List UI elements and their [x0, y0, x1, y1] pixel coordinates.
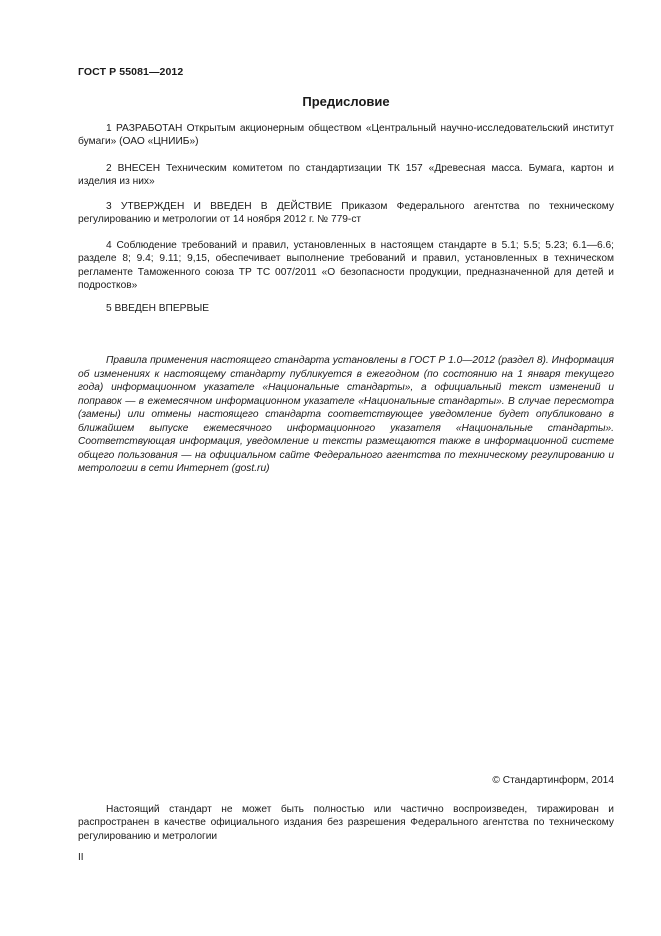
preface-item-5: 5 ВВЕДЕН ВПЕРВЫЕ — [106, 303, 210, 314]
application-rules-notice: Правила применения настоящего стандарта установлены в ГОСТ Р 1.0—2012 (раздел 8). Информация об изменениях к настоящему стандарту публикуется в ежегодном (по состоянию на 1 января текущего года) информационном указателе «Национальные стандарты», а официальный текст изменений и поправок — в ежемесячном информационном указателе «Национальные стандарты». В случае пересмотра (замены) или отмены настоящего стандарта соответствующее уведомление будет опубликовано в ближайшем выпуске ежемесячного информационного указателя «Национальные стандарты». Соответствующая информация, уведомление и тексты размещаются также в информационной системе общего пользования — на официальном сайте Федерального агентства по техническому регулированию и метрологии в сети Интернет (gost.ru) — [78, 355, 614, 474]
preface-item-3: 3 УТВЕРЖДЕН И ВВЕДЕН В ДЕЙСТВИЕ Приказом Федерального агентства по техническому регулированию и метрологии от 14 ноября 2012 г. № 779-ст — [78, 201, 614, 226]
copyright-line: © Стандартинформ, 2014 — [492, 775, 614, 786]
reproduction-notice: Настоящий стандарт не может быть полностью или частично воспроизведен, тиражирован и распространен в качестве официального издания без разрешения Федерального агентства по техническому регулированию и метрологии — [78, 804, 614, 842]
preface-item-2: 2 ВНЕСЕН Техническим комитетом по стандартизации ТК 157 «Древесная масса. Бумага, картон и изделия из них» — [78, 163, 614, 188]
preface-item-4: 4 Соблюдение требований и правил, установленных в настоящем стандарте в 5.1; 5.5; 5.23; 6.1—6.6; разделе 8; 9.4; 9.11; 9,15, обеспечивает выполнение требований и правил, установленных в техническом регламенте Таможенного союза ТР ТС 007/2011 «О безопасности продукции, предназначенной для детей и подростков» — [78, 240, 614, 292]
preface-item-1: 1 РАЗРАБОТАН Открытым акционерным обществом «Центральный научно-исследовательский институт бумаги» (ОАО «ЦНИИБ») — [78, 123, 614, 148]
page-number: II — [78, 852, 84, 863]
page-title: Предисловие — [302, 94, 390, 109]
standard-code: ГОСТ Р 55081—2012 — [78, 66, 184, 78]
